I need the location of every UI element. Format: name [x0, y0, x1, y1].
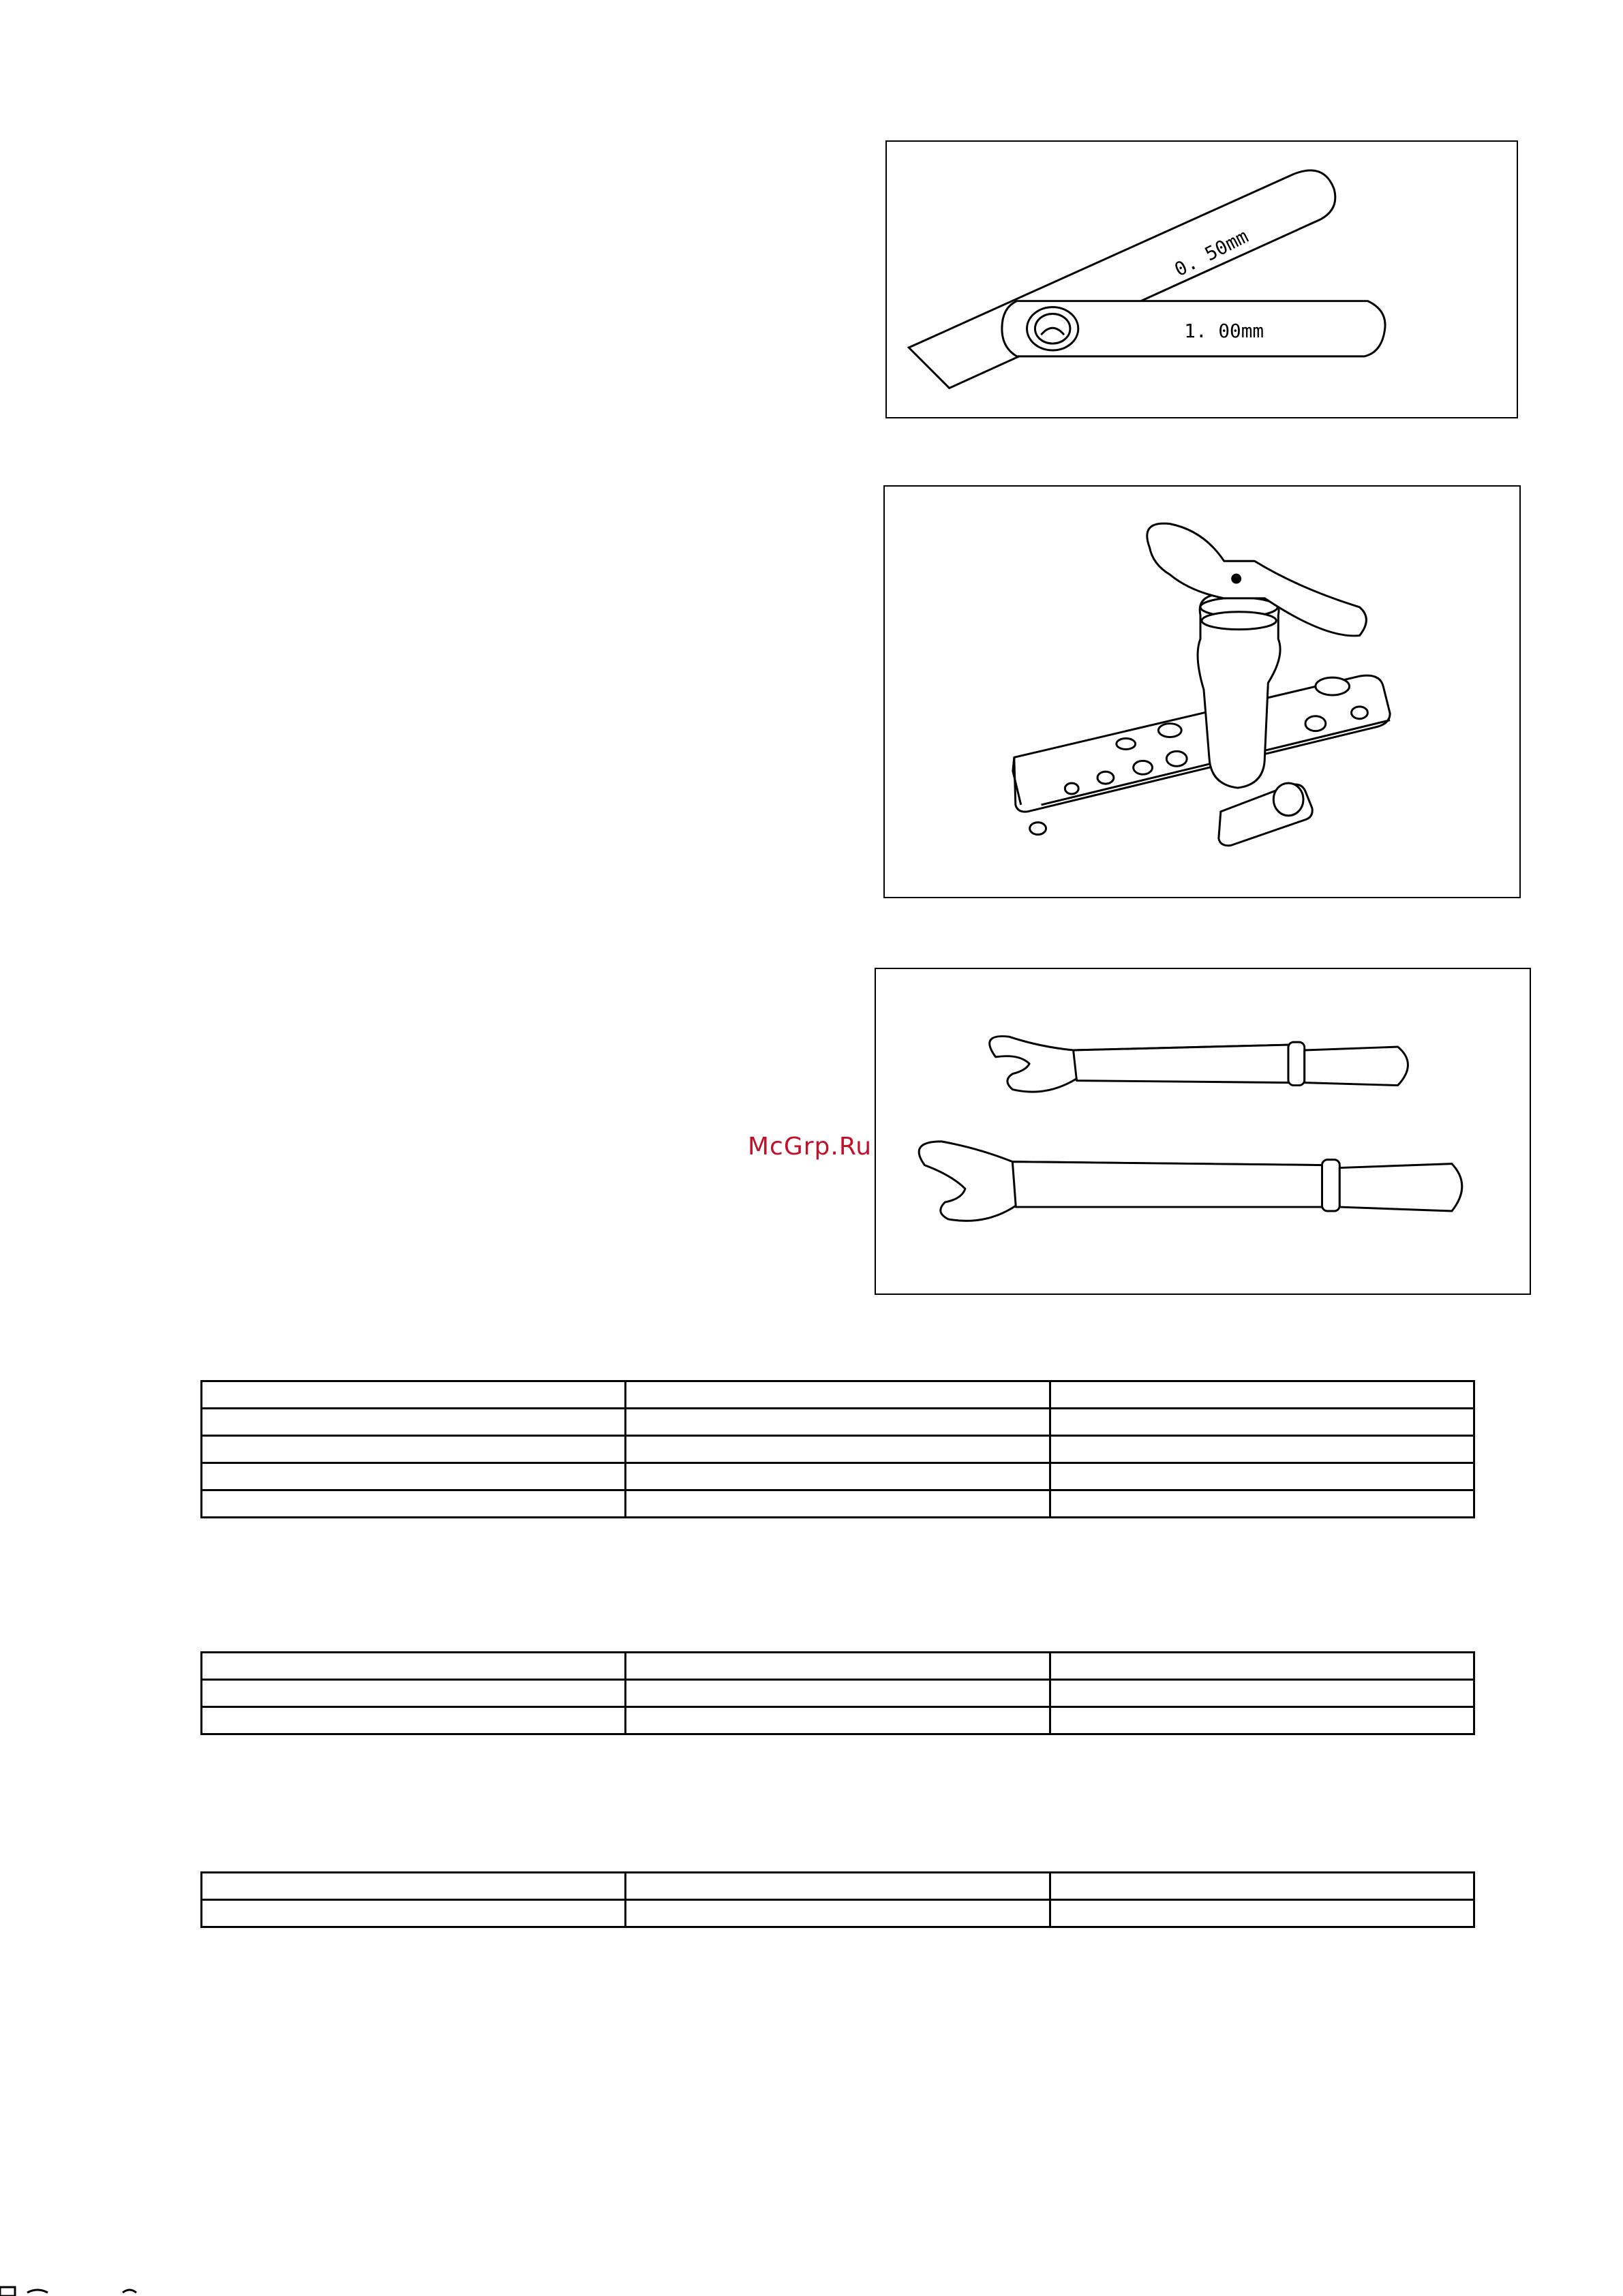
table-cell	[626, 1873, 1050, 1900]
feeler-gauge-drawing	[887, 142, 1517, 417]
table-cell	[202, 1409, 626, 1436]
table-cell	[202, 1463, 626, 1490]
watermark: McGrp.Ru	[748, 1133, 873, 1161]
table-cell	[626, 1463, 1050, 1490]
flaring-tool-figure	[883, 485, 1521, 898]
table-row	[202, 1436, 1474, 1463]
table-cell	[1050, 1409, 1474, 1436]
table-row	[202, 1707, 1474, 1734]
table-cell	[626, 1409, 1050, 1436]
lower-wrench-shaft	[1012, 1162, 1324, 1207]
table-cell	[626, 1900, 1050, 1927]
table-row	[202, 1900, 1474, 1927]
table-cell	[202, 1873, 626, 1900]
upper-wrench-collar	[1288, 1042, 1305, 1085]
feeler-gauge-figure	[885, 140, 1518, 418]
table-row	[202, 1653, 1474, 1680]
spec-table-1	[200, 1380, 1475, 1518]
table-cell	[202, 1490, 626, 1518]
table-cell	[202, 1680, 626, 1707]
table-cell	[1050, 1653, 1474, 1680]
table-cell	[626, 1680, 1050, 1707]
torque-wrench-drawing	[876, 969, 1530, 1294]
table-cell	[1050, 1490, 1474, 1518]
lower-wrench-grip	[1339, 1164, 1461, 1211]
table-cell	[626, 1653, 1050, 1680]
table-row	[202, 1381, 1474, 1409]
upper-blade-label: 0. 50mm	[1170, 224, 1252, 281]
table-row	[202, 1490, 1474, 1518]
table-cell	[626, 1381, 1050, 1409]
table-cell	[202, 1653, 626, 1680]
table-cell	[626, 1436, 1050, 1463]
lower-wrench-collar	[1322, 1160, 1340, 1211]
spec-table-2	[200, 1651, 1475, 1735]
footer-mark	[0, 2284, 143, 2296]
table-cell	[1050, 1707, 1474, 1734]
flaring-tool-drawing	[885, 487, 1519, 897]
table-cell	[1050, 1900, 1474, 1927]
table-cell	[1050, 1680, 1474, 1707]
table-cell	[202, 1900, 626, 1927]
table-cell	[202, 1707, 626, 1734]
table-cell	[1050, 1873, 1474, 1900]
table-row	[202, 1680, 1474, 1707]
table-row	[202, 1463, 1474, 1490]
table-cell	[1050, 1436, 1474, 1463]
spec-table-3	[200, 1871, 1475, 1928]
table-row	[202, 1409, 1474, 1436]
table-cell	[626, 1707, 1050, 1734]
upper-wrench-shaft	[1074, 1045, 1291, 1083]
torque-wrench-figure	[875, 968, 1531, 1295]
table-cell	[1050, 1381, 1474, 1409]
upper-wrench-grip	[1305, 1047, 1408, 1086]
table-cell	[1050, 1463, 1474, 1490]
lower-blade-label: 1. 00mm	[1184, 320, 1264, 343]
table-cell	[626, 1490, 1050, 1518]
table-row	[202, 1873, 1474, 1900]
table-cell	[202, 1381, 626, 1409]
table-cell	[202, 1436, 626, 1463]
